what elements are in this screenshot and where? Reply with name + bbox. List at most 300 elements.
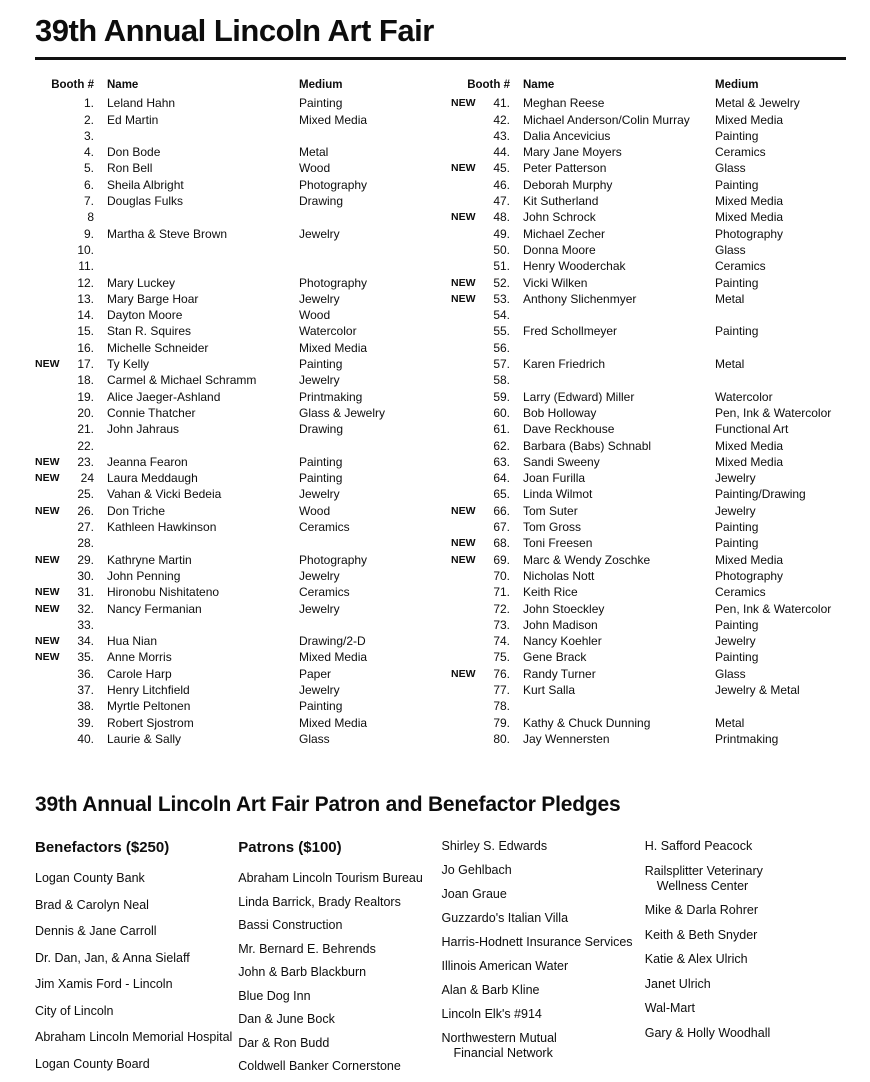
artist-name: Hua Nian [107, 634, 158, 649]
artist-medium [299, 209, 431, 225]
artist-name: Nicholas Nott [523, 568, 595, 583]
booth-number: 21. [77, 422, 94, 437]
artist-medium: Painting/Drawing [715, 487, 806, 502]
booth-number: 6. [83, 177, 94, 192]
new-flag [35, 340, 65, 356]
booth-number: 52. [493, 275, 510, 290]
artist-name: Donna Moore [523, 242, 596, 257]
artist-medium [299, 438, 431, 454]
new-flag [35, 715, 65, 731]
pledge-item: Harris-Hodnett Insurance Services [441, 935, 633, 950]
artist-name: Nancy Fermanian [107, 601, 202, 616]
artist-medium: Painting [715, 177, 759, 192]
new-flag: NEW [451, 553, 476, 566]
exhibitor-row [35, 258, 431, 274]
artist-name: John Madison [523, 617, 598, 632]
exhibitor-row [35, 209, 431, 225]
column-header-medium: Medium [299, 79, 343, 91]
artist-medium: Mixed Media [715, 210, 784, 225]
exhibitor-row [35, 177, 431, 193]
exhibitor-row [35, 372, 431, 388]
artist-medium [715, 372, 847, 388]
artist-name: Laura Meddaugh [107, 471, 198, 486]
pledge-item-line: Northwestern Mutual [441, 1031, 557, 1046]
new-flag [35, 682, 65, 698]
booth-number: 2. [83, 112, 94, 127]
exhibitor-row [451, 470, 847, 486]
artist-name: Kathy & Chuck Dunning [523, 715, 651, 730]
pledge-item: Alan & Barb Kline [441, 983, 540, 998]
booth-number: 76. [493, 666, 510, 681]
table-header-row [451, 77, 847, 93]
booth-number: 23. [77, 454, 94, 469]
artist-medium [715, 698, 847, 714]
artist-name: John Stoeckley [523, 601, 605, 616]
exhibitor-row [35, 601, 431, 617]
pledge-item [645, 864, 848, 894]
booth-number: 73. [493, 617, 510, 632]
exhibitor-row [35, 649, 431, 665]
page-title: 39th Annual Lincoln Art Fair [35, 13, 434, 48]
artist-name: Anthony Slichenmyer [523, 291, 637, 306]
exhibitor-row [35, 633, 431, 649]
exhibitor-row [451, 421, 847, 437]
exhibitor-row [35, 95, 431, 111]
exhibitor-row [451, 356, 847, 372]
artist-name: Don Triche [107, 503, 166, 518]
pledge-item: Dennis & Jane Carroll [35, 924, 157, 939]
new-flag [35, 389, 65, 405]
booth-number: 16. [77, 340, 94, 355]
new-flag: NEW [451, 211, 476, 224]
exhibitor-row [451, 666, 847, 682]
booth-number: 55. [493, 324, 510, 339]
artist-name: Nancy Koehler [523, 634, 602, 649]
artist-medium: Mixed Media [715, 438, 784, 453]
artist-medium: Drawing [299, 422, 344, 437]
artist-name: Sheila Albright [107, 177, 184, 192]
exhibitor-row [451, 601, 847, 617]
artist-medium [299, 535, 431, 551]
new-flag [35, 405, 65, 421]
new-flag [451, 340, 481, 356]
artist-medium [299, 128, 431, 144]
exhibitor-row [451, 633, 847, 649]
new-flag: NEW [35, 651, 60, 664]
new-flag [35, 275, 65, 291]
booth-number: 67. [493, 520, 510, 535]
artist-name: Vahan & Vicki Bedeia [107, 487, 222, 502]
artist-medium: Jewelry & Metal [715, 682, 800, 697]
artist-name: Barbara (Babs) Schnabl [523, 438, 652, 453]
artist-medium: Painting [299, 454, 343, 469]
new-flag [35, 160, 65, 176]
new-flag [35, 666, 65, 682]
artist-medium: Jewelry [299, 226, 340, 241]
artist-name: Gene Brack [523, 650, 587, 665]
artist-medium [715, 307, 847, 323]
artist-medium: Pen, Ink & Watercolor [715, 405, 832, 420]
new-flag [451, 193, 481, 209]
exhibitor-row [451, 535, 847, 551]
new-flag [451, 307, 481, 323]
booth-number: 35. [77, 650, 94, 665]
booth-number: 57. [493, 357, 510, 372]
artist-medium: Painting [715, 650, 759, 665]
booth-number: 44. [493, 145, 510, 160]
pledge-item: Dar & Ron Budd [238, 1035, 330, 1050]
artist-name: Leland Hahn [107, 96, 176, 111]
booth-number: 25. [77, 487, 94, 502]
artist-medium: Painting [299, 96, 343, 111]
artist-medium: Printmaking [715, 731, 779, 746]
exhibitor-row [35, 340, 431, 356]
new-flag [451, 356, 481, 372]
artist-name: Ron Bell [107, 161, 153, 176]
artist-medium: Jewelry [299, 601, 340, 616]
artist-medium: Wood [299, 161, 331, 176]
artist-medium: Metal [715, 715, 745, 730]
new-flag [451, 731, 481, 747]
pledge-column-4 [645, 839, 848, 1082]
artist-medium: Jewelry [715, 471, 756, 486]
new-flag [451, 226, 481, 242]
artist-name: Fred Schollmeyer [523, 324, 618, 339]
artist-medium: Photography [299, 552, 368, 567]
booth-number: 22. [77, 438, 94, 453]
artist-medium: Mixed Media [299, 715, 368, 730]
booth-number: 64. [493, 471, 510, 486]
new-flag [451, 144, 481, 160]
artist-medium: Ceramics [715, 145, 766, 160]
new-flag: NEW [451, 97, 476, 110]
booth-number: 79. [493, 715, 510, 730]
new-flag [451, 438, 481, 454]
pledges-title: 39th Annual Lincoln Art Fair Patron and Benefactor Pledges [35, 793, 621, 817]
artist-name: Marc & Wendy Zoschke [523, 552, 651, 567]
booth-number: 37. [77, 682, 94, 697]
exhibitor-row [451, 291, 847, 307]
exhibitor-row [451, 242, 847, 258]
new-flag [35, 307, 65, 323]
artist-medium: Metal [299, 145, 329, 160]
new-flag: NEW [35, 553, 60, 566]
artist-name: Kathryne Martin [107, 552, 192, 567]
artist-medium: Pen, Ink & Watercolor [715, 601, 832, 616]
artist-name: Laurie & Sally [107, 731, 182, 746]
artist-medium [299, 242, 431, 258]
exhibitor-row [35, 291, 431, 307]
new-flag [451, 715, 481, 731]
exhibitor-row [35, 470, 431, 486]
exhibitor-row [35, 698, 431, 714]
booth-number: 47. [493, 194, 510, 209]
new-flag [451, 470, 481, 486]
exhibitor-row [35, 405, 431, 421]
booth-number: 49. [493, 226, 510, 241]
artist-medium: Watercolor [299, 324, 357, 339]
artist-name: Martha & Steve Brown [107, 226, 228, 241]
artist-medium: Painting [299, 357, 343, 372]
artist-name: John Jahraus [107, 422, 180, 437]
new-flag [451, 258, 481, 274]
pledge-item: Mike & Darla Rohrer [644, 903, 758, 918]
booth-number: 59. [493, 389, 510, 404]
artist-medium [715, 340, 847, 356]
exhibitor-row [451, 405, 847, 421]
exhibitor-row [451, 389, 847, 405]
exhibitor-row [451, 715, 847, 731]
new-flag [35, 323, 65, 339]
pledge-item: Coldwell Banker Cornerstone [238, 1059, 401, 1074]
exhibitor-row [451, 258, 847, 274]
artist-medium: Ceramics [715, 585, 766, 600]
booth-number: 41. [493, 96, 510, 111]
artist-medium: Mixed Media [299, 340, 368, 355]
exhibitor-row [451, 617, 847, 633]
booth-number: 39. [77, 715, 94, 730]
booth-number: 24 [80, 471, 94, 486]
artist-medium: Photography [715, 226, 784, 241]
pledge-item-line: Railsplitter Veterinary [644, 863, 763, 878]
booth-number: 78. [493, 699, 510, 714]
artist-name: John Penning [107, 568, 181, 583]
artist-name: Mary Barge Hoar [107, 291, 199, 306]
artist-medium: Painting [299, 699, 343, 714]
pledge-item: Abraham Lincoln Memorial Hospital [35, 1030, 233, 1045]
artist-name: Linda Wilmot [523, 487, 593, 502]
artist-medium: Painting [715, 536, 759, 551]
pledge-item-line: Financial Network [453, 1046, 553, 1061]
new-flag: NEW [451, 537, 476, 550]
booth-number: 46. [493, 177, 510, 192]
pledge-item: City of Lincoln [35, 1003, 114, 1018]
artist-medium: Functional Art [715, 422, 789, 437]
artist-medium: Mixed Media [299, 650, 368, 665]
new-flag [35, 731, 65, 747]
pledge-item: Janet Ulrich [644, 976, 711, 991]
exhibitor-row [35, 682, 431, 698]
pledge-item: Wal-Mart [644, 1001, 695, 1016]
artist-name [510, 340, 715, 356]
new-flag [451, 584, 481, 600]
pledge-item: Guzzardo's Italian Villa [441, 911, 569, 926]
new-flag [35, 535, 65, 551]
exhibitor-row [35, 503, 431, 519]
booth-number: 34. [77, 634, 94, 649]
booth-number: 7. [83, 194, 94, 209]
exhibitor-row [451, 486, 847, 502]
new-flag [451, 682, 481, 698]
booth-number: 38. [77, 699, 94, 714]
artist-name [94, 209, 299, 225]
new-flag [35, 291, 65, 307]
artist-name: Sandi Sweeny [523, 454, 600, 469]
artist-name: Carmel & Michael Schramm [107, 373, 257, 388]
booth-number: 58. [493, 373, 510, 388]
artist-name: Stan R. Squires [107, 324, 192, 339]
exhibitor-row [35, 226, 431, 242]
exhibitor-row [451, 209, 847, 225]
artist-name: Dayton Moore [107, 308, 183, 323]
booth-number: 69. [493, 552, 510, 567]
new-flag [35, 193, 65, 209]
exhibitor-row [451, 112, 847, 128]
booth-number: 51. [493, 259, 510, 274]
artist-name [510, 698, 715, 714]
new-flag [35, 226, 65, 242]
artist-name [94, 128, 299, 144]
booth-number: 11. [78, 259, 94, 274]
exhibitor-row [35, 552, 431, 568]
new-flag [35, 242, 65, 258]
artist-medium: Mixed Media [715, 112, 784, 127]
exhibitor-row [451, 519, 847, 535]
new-flag [35, 438, 65, 454]
booth-number: 42. [493, 112, 510, 127]
artist-name: Dave Reckhouse [523, 422, 615, 437]
booth-number: 27. [77, 520, 94, 535]
booth-number: 17. [77, 357, 94, 372]
new-flag [451, 112, 481, 128]
exhibitor-row [451, 503, 847, 519]
exhibitor-row [451, 584, 847, 600]
exhibitor-row [35, 356, 431, 372]
artist-medium: Glass [715, 161, 746, 176]
pledge-column-3 [442, 839, 645, 1082]
exhibitor-row [35, 389, 431, 405]
artist-medium: Wood [299, 308, 331, 323]
artist-name: Jeanna Fearon [107, 454, 188, 469]
pledge-item: Mr. Bernard E. Behrends [238, 941, 376, 956]
exhibitor-table-right [451, 77, 847, 747]
artist-name: Kathleen Hawkinson [107, 520, 217, 535]
exhibitor-row [451, 552, 847, 568]
artist-name [510, 372, 715, 388]
booth-number: 40. [77, 731, 94, 746]
artist-medium [299, 617, 431, 633]
new-flag: NEW [35, 455, 60, 468]
new-flag: NEW [35, 586, 60, 599]
booth-number: 70. [493, 568, 510, 583]
artist-name: Myrtle Peltonen [107, 699, 191, 714]
exhibitor-row [35, 421, 431, 437]
artist-name [94, 438, 299, 454]
pledge-column-header: Patrons ($100) [238, 839, 342, 857]
artist-name: Meghan Reese [523, 96, 605, 111]
artist-name: John Schrock [523, 210, 596, 225]
artist-medium: Mixed Media [299, 112, 368, 127]
new-flag [35, 698, 65, 714]
artist-medium: Jewelry [299, 373, 340, 388]
artist-medium: Jewelry [299, 682, 340, 697]
pledge-item: Abraham Lincoln Tourism Bureau [238, 871, 423, 886]
booth-number: 1. [83, 96, 94, 111]
new-flag [451, 601, 481, 617]
artist-name: Kit Sutherland [523, 194, 599, 209]
artist-medium: Ceramics [299, 520, 350, 535]
artist-medium: Drawing/2-D [299, 634, 366, 649]
new-flag [451, 454, 481, 470]
artist-name: Michelle Schneider [107, 340, 209, 355]
artist-name: Vicki Wilken [523, 275, 588, 290]
booth-number: 29. [77, 552, 94, 567]
exhibitor-row [451, 568, 847, 584]
exhibitor-row [451, 698, 847, 714]
exhibitor-row [35, 307, 431, 323]
artist-medium: Jewelry [299, 568, 340, 583]
new-flag [451, 128, 481, 144]
artist-name: Hironobu Nishitateno [107, 585, 220, 600]
column-header-booth: Booth # [467, 79, 510, 91]
pledge-item: Dan & June Bock [238, 1012, 335, 1027]
artist-medium: Photography [299, 275, 368, 290]
artist-name: Bob Holloway [523, 405, 597, 420]
exhibitor-row [35, 486, 431, 502]
pledge-item: Keith & Beth Snyder [644, 927, 758, 942]
artist-name [510, 307, 715, 323]
artist-medium: Ceramics [715, 259, 766, 274]
artist-medium: Metal & Jewelry [715, 96, 800, 111]
column-header-booth: Booth # [51, 79, 94, 91]
artist-medium: Jewelry [299, 291, 340, 306]
pledge-item: Katie & Alex Ulrich [644, 952, 748, 967]
artist-medium: Jewelry [715, 634, 756, 649]
exhibitor-row [451, 731, 847, 747]
exhibitor-row [451, 144, 847, 160]
exhibitor-table-left [35, 77, 431, 747]
exhibitor-row [35, 144, 431, 160]
exhibitor-row [35, 715, 431, 731]
exhibitor-row [451, 177, 847, 193]
artist-medium: Painting [715, 324, 759, 339]
artist-name: Ed Martin [107, 112, 159, 127]
booth-number: 65. [493, 487, 510, 502]
pledge-item: Linda Barrick, Brady Realtors [238, 894, 401, 909]
new-flag [451, 405, 481, 421]
booth-number: 9. [83, 226, 94, 241]
pledge-item: John & Barb Blackburn [238, 965, 367, 980]
exhibitor-row [35, 519, 431, 535]
artist-name: Keith Rice [523, 585, 578, 600]
artist-medium: Glass [299, 731, 330, 746]
artist-medium: Painting [299, 471, 343, 486]
new-flag: NEW [35, 472, 60, 485]
artist-name: Tom Gross [523, 520, 582, 535]
artist-medium: Paper [299, 666, 332, 681]
new-flag [451, 242, 481, 258]
exhibitor-row [451, 95, 847, 111]
artist-name: Don Bode [107, 145, 161, 160]
new-flag [451, 698, 481, 714]
new-flag [35, 144, 65, 160]
new-flag [35, 372, 65, 388]
new-flag [451, 421, 481, 437]
column-header-name: Name [107, 79, 139, 91]
artist-medium: Mixed Media [715, 552, 784, 567]
exhibitor-row [35, 275, 431, 291]
artist-medium: Mixed Media [715, 194, 784, 209]
exhibitor-row [35, 731, 431, 747]
exhibitor-row [451, 226, 847, 242]
booth-number: 10. [77, 242, 94, 257]
artist-name: Connie Thatcher [107, 405, 196, 420]
artist-name: Randy Turner [523, 666, 596, 681]
exhibitor-row [35, 323, 431, 339]
pledge-item: Shirley S. Edwards [441, 839, 548, 854]
booth-number: 63. [493, 454, 510, 469]
exhibitor-row [35, 584, 431, 600]
